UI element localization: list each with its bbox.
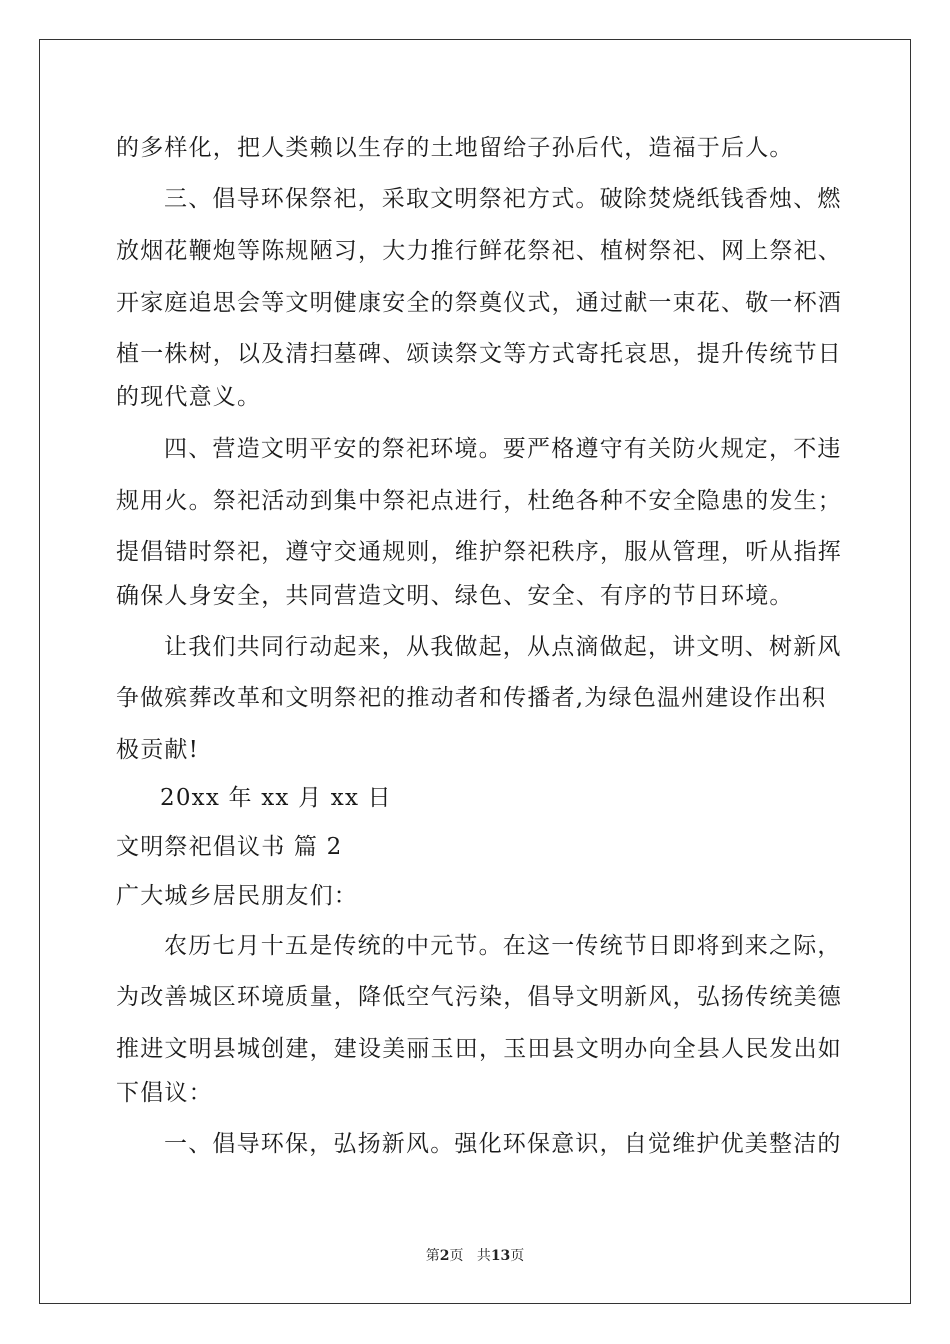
- paragraph-start-line: 让我们共同行动起来，从我做起，从点滴做起，讲文明、树新风: [164, 634, 842, 660]
- text-line: 为改善城区环境质量，降低空气污染，倡导文明新风，弘扬传统美德: [116, 984, 842, 1010]
- footer-prefix: 第: [425, 1248, 440, 1264]
- text-line: 规用火。祭祀活动到集中祭祀点进行，杜绝各种不安全隐患的发生；: [116, 488, 842, 514]
- page-border: [39, 39, 911, 1304]
- text-line: 开家庭追思会等文明健康安全的祭奠仪式，通过献一束花、敬一杯酒: [116, 290, 842, 316]
- footer-page-number: 2: [439, 1248, 450, 1264]
- text-line: 植一株树，以及清扫墓碑、颂读祭文等方式寄托哀思，提升传统节日: [116, 341, 842, 367]
- text-line: 的现代意义。: [116, 384, 262, 410]
- footer-total-suffix: 页: [510, 1248, 525, 1264]
- salutation: 广大城乡居民朋友们：: [116, 883, 358, 909]
- footer-page-suffix: 页: [449, 1248, 464, 1264]
- text-line: 的多样化，把人类赖以生存的土地留给子孙后代，造福于后人。: [116, 135, 794, 161]
- paragraph-start-line: 一、倡导环保，弘扬新风。强化环保意识，自觉维护优美整洁的: [164, 1131, 842, 1157]
- date-line: 20xx 年 xx 月 xx 日: [160, 785, 392, 811]
- text-line: 推进文明县城创建，建设美丽玉田，玉田县文明办向全县人民发出如: [116, 1036, 842, 1062]
- text-line: 极贡献!: [116, 737, 200, 763]
- paragraph-start-line: 农历七月十五是传统的中元节。在这一传统节日即将到来之际，: [164, 933, 842, 959]
- section-title: 文明祭祀倡议书 篇 2: [116, 834, 343, 860]
- page-footer: [0, 1247, 950, 1265]
- footer-total-prefix: 共: [476, 1248, 491, 1264]
- text-line: 确保人身安全，共同营造文明、绿色、安全、有序的节日环境。: [116, 583, 794, 609]
- paragraph-start-line: 四、营造文明平安的祭祀环境。要严格遵守有关防火规定，不违: [164, 436, 842, 462]
- paragraph-start-line: 三、倡导环保祭祀，采取文明祭祀方式。破除焚烧纸钱香烛、燃: [164, 186, 842, 212]
- text-line: 提倡错时祭祀，遵守交通规则，维护祭祀秩序，服从管理，听从指挥: [116, 539, 842, 565]
- footer-total-pages: 13: [490, 1248, 511, 1264]
- text-line: 放烟花鞭炮等陈规陋习，大力推行鲜花祭祀、植树祭祀、网上祭祀、: [116, 238, 842, 264]
- text-line: 下倡议：: [116, 1080, 213, 1106]
- text-line: 争做殡葬改革和文明祭祀的推动者和传播者,为绿色温州建设作出积: [116, 685, 827, 711]
